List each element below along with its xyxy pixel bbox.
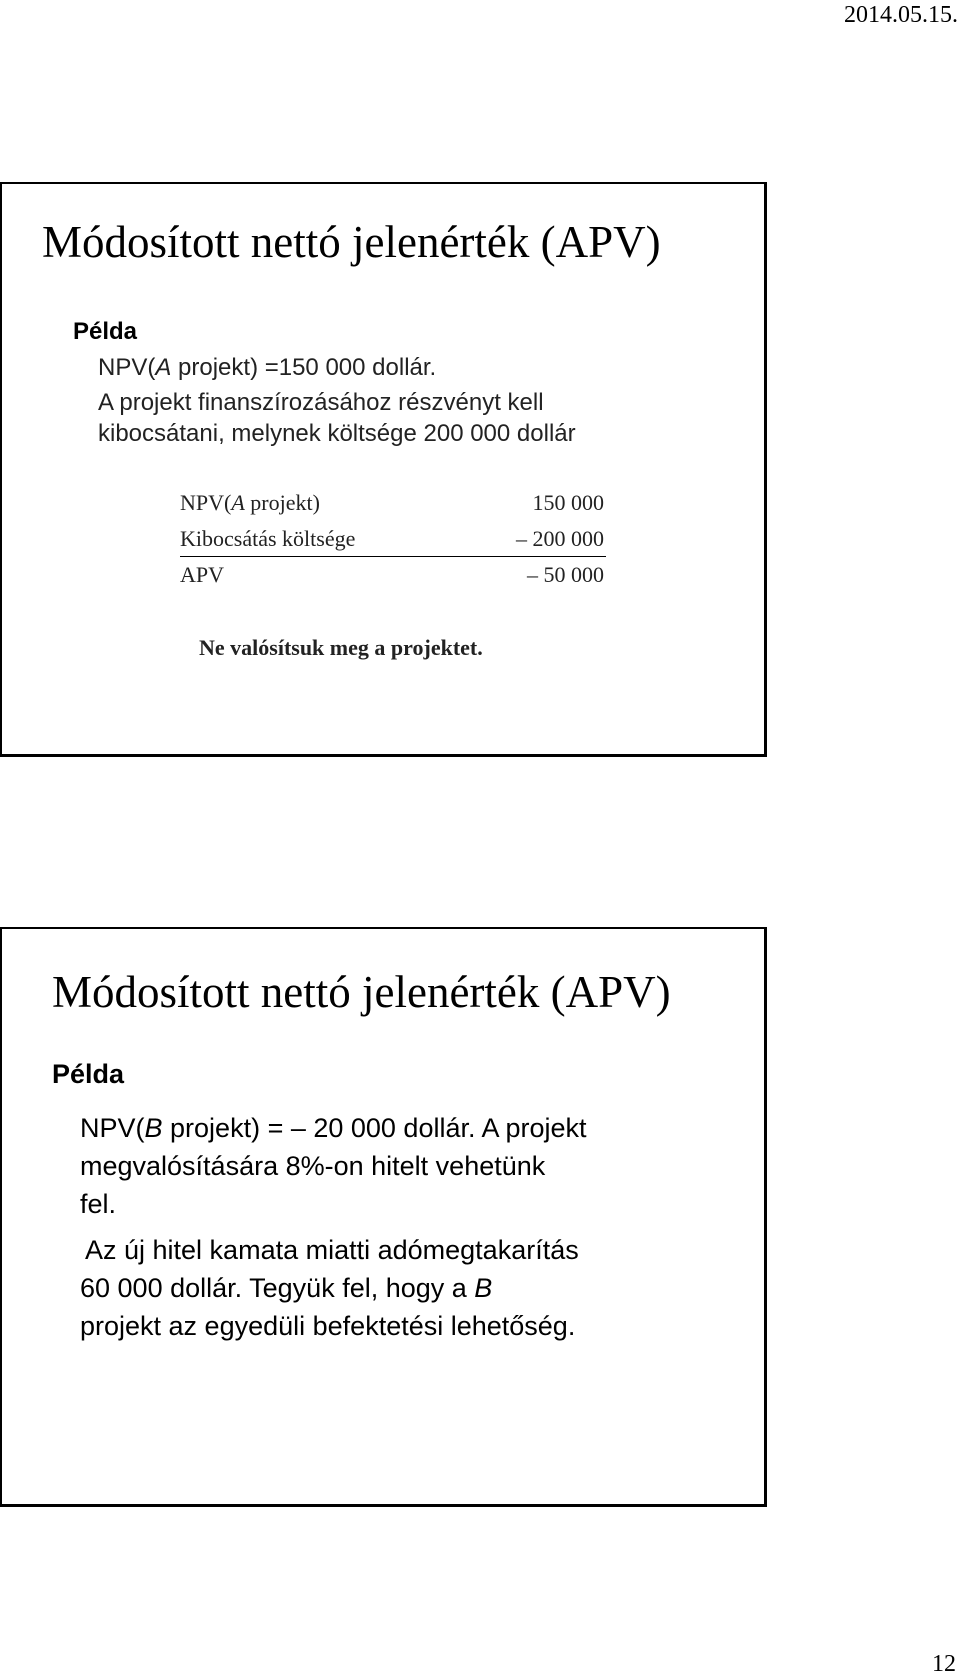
slide-title: Módosított nettó jelenérték (APV) [52,967,671,1017]
npv-prefix: NPV( [80,1113,145,1143]
npv-line [80,1109,587,1147]
financing-line: A projekt finanszírozásához részvényt kell [98,389,544,416]
calc-label-prefix: NPV( [180,490,232,515]
calc-row-npv [180,490,606,520]
calc-label: Kibocsátás költsége [180,526,356,551]
loan-line: megvalósítására 8%-on hitelt vehetünk [80,1151,546,1181]
loan-line-end: fel. [80,1189,117,1219]
calc-label [180,490,320,516]
calc-row-apv [180,562,606,592]
npv-line [98,354,436,382]
npv-suffix: projekt) = – 20 000 dollár. A projekt [162,1113,587,1143]
header-date: 2014.05.15. [844,2,958,28]
decision-text: Ne valósítsuk meg a projektet. [199,635,483,660]
example-label: Példa [52,1059,125,1089]
tax-saving-line: Az új hitel kamata miatti adómegtakarítás [85,1235,579,1265]
assumption-line-end: projekt az egyedüli befektetési lehetőség. [80,1311,576,1341]
example-label: Példa [73,318,138,345]
assumption-prefix: 60 000 dollár. Tegyük fel, hogy a [80,1273,475,1303]
project-variable: A [231,490,245,515]
sum-divider [180,556,606,557]
npv-prefix: NPV( [98,354,156,381]
cost-line: kibocsátani, melynek költsége 200 000 dollár [98,420,576,447]
slide-1 [0,182,767,757]
project-variable: B [144,1113,163,1143]
project-variable: B [474,1273,493,1303]
calc-value: 150 000 [532,490,604,515]
calc-value: – 50 000 [527,562,604,587]
calc-value: – 200 000 [516,526,604,551]
assumption-line [80,1269,492,1307]
project-variable: A [155,354,172,381]
calc-label-suffix: projekt) [244,490,320,515]
calc-row-issuance-cost [180,526,606,556]
slide-2 [0,927,767,1507]
page-number: 12 [932,1651,956,1677]
calc-label: APV [180,562,225,587]
npv-suffix: projekt) =150 000 dollár. [171,354,437,381]
slide-title: Módosított nettó jelenérték (APV) [42,217,661,267]
